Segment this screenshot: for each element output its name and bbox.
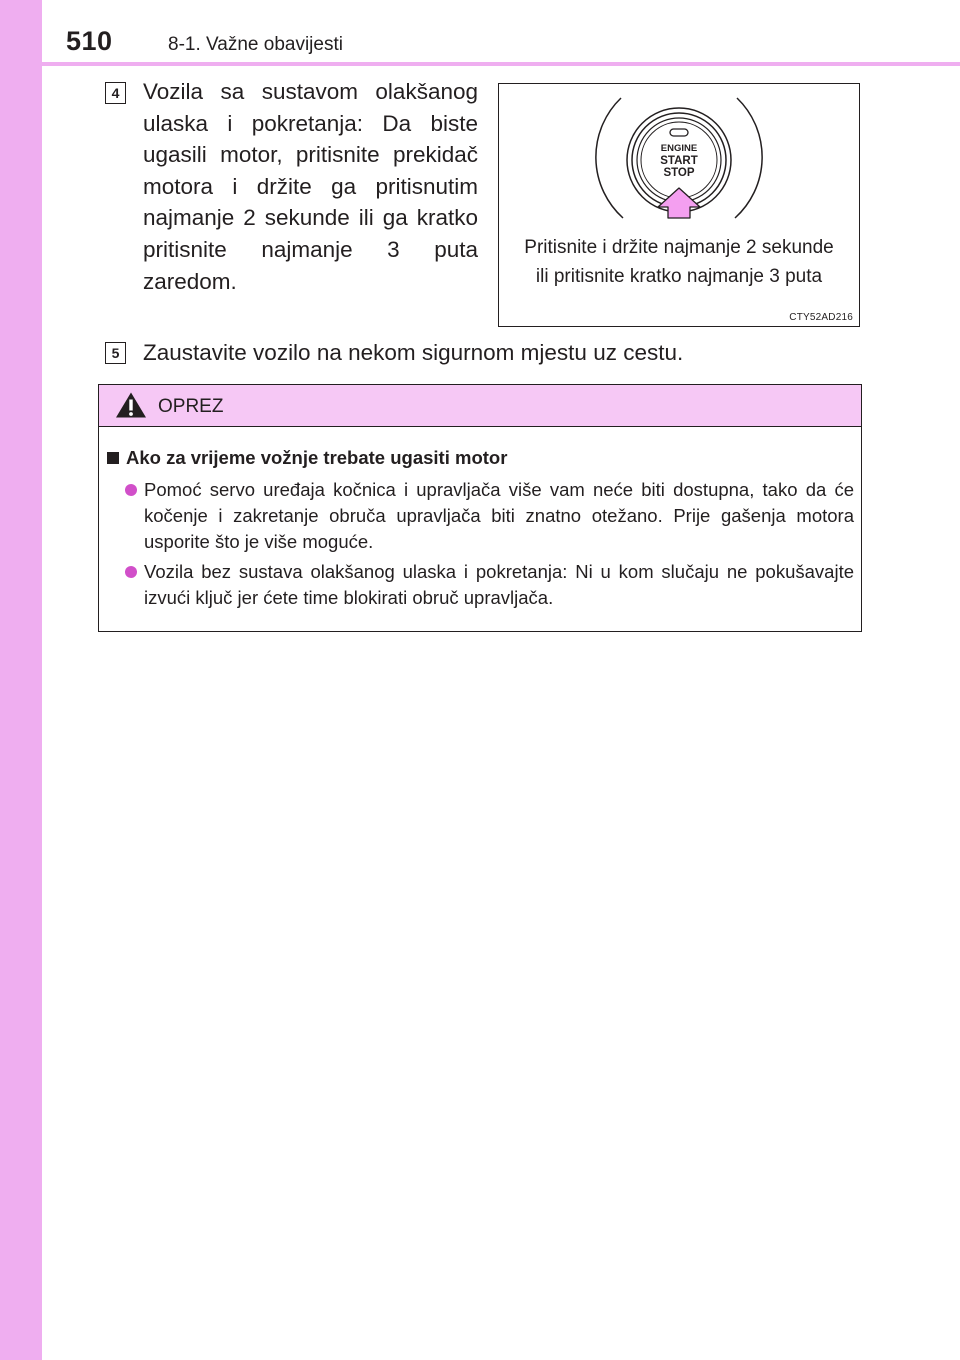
engine-switch-figure bbox=[498, 83, 860, 327]
section-title: 8-1. Važne obavijesti bbox=[168, 34, 343, 55]
step-number-5: 5 bbox=[105, 342, 126, 364]
figure-code: CTY52AD216 bbox=[789, 312, 853, 323]
warning-item-1: Pomoć servo uređaja kočnica i upravljača više vam neće biti dostupna, tako da će kočenje i zakretanje obruča upravljača biti znatno otežano. Prije gašenja motora usporite što je više moguće. bbox=[144, 477, 854, 555]
button-label-start: START bbox=[660, 155, 698, 167]
engine-switch-illustration bbox=[499, 84, 861, 328]
step-5-text: Zaustavite vozilo na nekom sigurnom mjestu uz cestu. bbox=[143, 340, 684, 365]
step-number-4: 4 bbox=[105, 82, 126, 104]
warning-heading bbox=[107, 447, 507, 469]
warning-box bbox=[98, 384, 862, 632]
button-label-engine: ENGINE bbox=[660, 143, 698, 154]
warning-title: OPREZ bbox=[158, 396, 224, 417]
square-bullet-icon bbox=[107, 452, 119, 464]
header-divider bbox=[42, 62, 960, 66]
side-color-strip bbox=[0, 0, 42, 1360]
step-4-text: Vozila sa sustavom olakšanog ulaska i pokretanja: Da biste ugasili motor, pritisnite prekidač motora i držite ga pritisnutim najmanje 2 sekunde ili ga kratko pritisnite najmanje 3 puta zaredom. bbox=[143, 79, 478, 294]
page-number: 510 bbox=[66, 26, 113, 56]
warning-header bbox=[99, 385, 861, 427]
figure-caption: Pritisnite i držite najmanje 2 sekunde ili pritisnite kratko najmanje 3 puta bbox=[524, 237, 834, 287]
warning-triangle-icon bbox=[115, 391, 147, 419]
warning-item-2: Vozila bez sustava olakšanog ulaska i pokretanja: Ni u kom slučaju ne pokušavajte izvući ključ jer ćete time blokirati obruč upravljača. bbox=[144, 559, 854, 611]
warning-heading-text: Ako za vrijeme vožnje trebate ugasiti motor bbox=[126, 447, 508, 468]
button-label-stop: STOP bbox=[663, 167, 695, 179]
